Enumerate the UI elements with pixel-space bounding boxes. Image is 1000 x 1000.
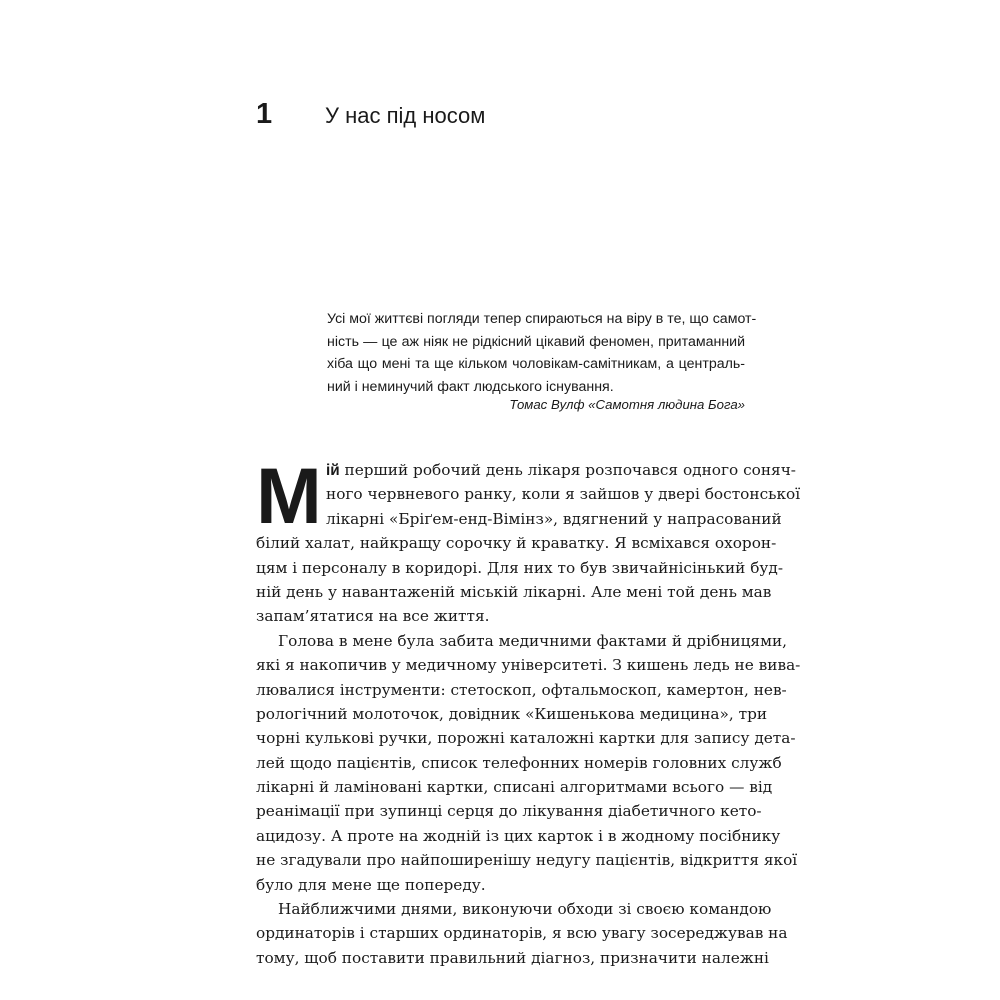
body-line: цям і персоналу в коридорі. Для них то був звичайнісінький буд-: [256, 558, 784, 577]
chapter-header: [256, 98, 485, 131]
body-line: лікарні й ламіновані картки, списані алгоритмами всього — від: [256, 778, 773, 797]
body-line-text: перший робочий день лікаря розпочався одного соняч-: [339, 461, 796, 479]
body-line: ординаторів і старших ординаторів, я всю увагу зосереджував на: [256, 924, 788, 943]
body-line: Найближчими днями, виконуючи обходи зі своєю командою: [278, 900, 772, 919]
lead-word: ій: [326, 462, 340, 479]
epigraph-source: Томас Вулф «Самотня людина Бога»: [509, 397, 745, 412]
epigraph-line: ність — це аж ніяк не рідкісний цікавий феномен, притаманний: [327, 333, 745, 350]
body-line: які я накопичив у медичному університеті. З кишень ледь не вива-: [256, 656, 801, 675]
body-line: тому, щоб поставити правильний діагноз, призначити належні: [256, 948, 769, 967]
body-line: Голова в мене була забита медичними фактами й дрібницями,: [278, 631, 788, 650]
body-line: білий халат, найкращу сорочку й краватку. Я всміхався охорон-: [256, 534, 777, 553]
body-text: [256, 451, 801, 970]
drop-cap: М: [256, 451, 322, 540]
chapter-title: У нас під носом: [325, 103, 486, 128]
body-line: було для мене ще попереду.: [256, 875, 486, 894]
body-line: лей щодо пацієнтів, список телефонних номерів головних служб: [256, 753, 782, 772]
epigraph-line: Усі мої життєві погляди тепер спираються на віру в те, що самот-: [327, 311, 757, 327]
body-line: [326, 458, 796, 482]
epigraph-line: хіба що мені та ще кільком чоловікам-самітникам, а централь-: [327, 356, 745, 373]
body-line: ацидозу. А проте на жодній із цих карток і в жодному посібнику: [256, 826, 781, 845]
body-line: ній день у навантаженій міській лікарні. Але мені той день мав: [256, 582, 772, 601]
body-line: лікарні «Бріґем-енд-Вімінз», вдягнений у напрасований: [326, 509, 782, 528]
epigraph: [327, 308, 757, 398]
body-line: чорні кулькові ручки, порожні каталожні картки для запису дета-: [256, 729, 796, 748]
body-line: реанімації при зупинці серця до лікування діабетичного кето-: [256, 802, 762, 821]
body-line: лювалися інструменти: стетоскоп, офтальмоскоп, камертон, нев-: [256, 680, 787, 699]
body-line: ного червневого ранку, коли я зайшов у двері бостонської: [326, 485, 801, 504]
chapter-number: 1: [256, 98, 273, 130]
epigraph-line: ний і неминучий факт людського існування.: [327, 378, 614, 395]
body-line: рологічний молоточок, довідник «Кишенькова медицина», три: [256, 704, 768, 723]
body-line: запам’ятатися на все життя.: [256, 607, 490, 626]
body-line: не згадували про найпоширенішу недугу пацієнтів, відкриття якої: [256, 851, 798, 870]
